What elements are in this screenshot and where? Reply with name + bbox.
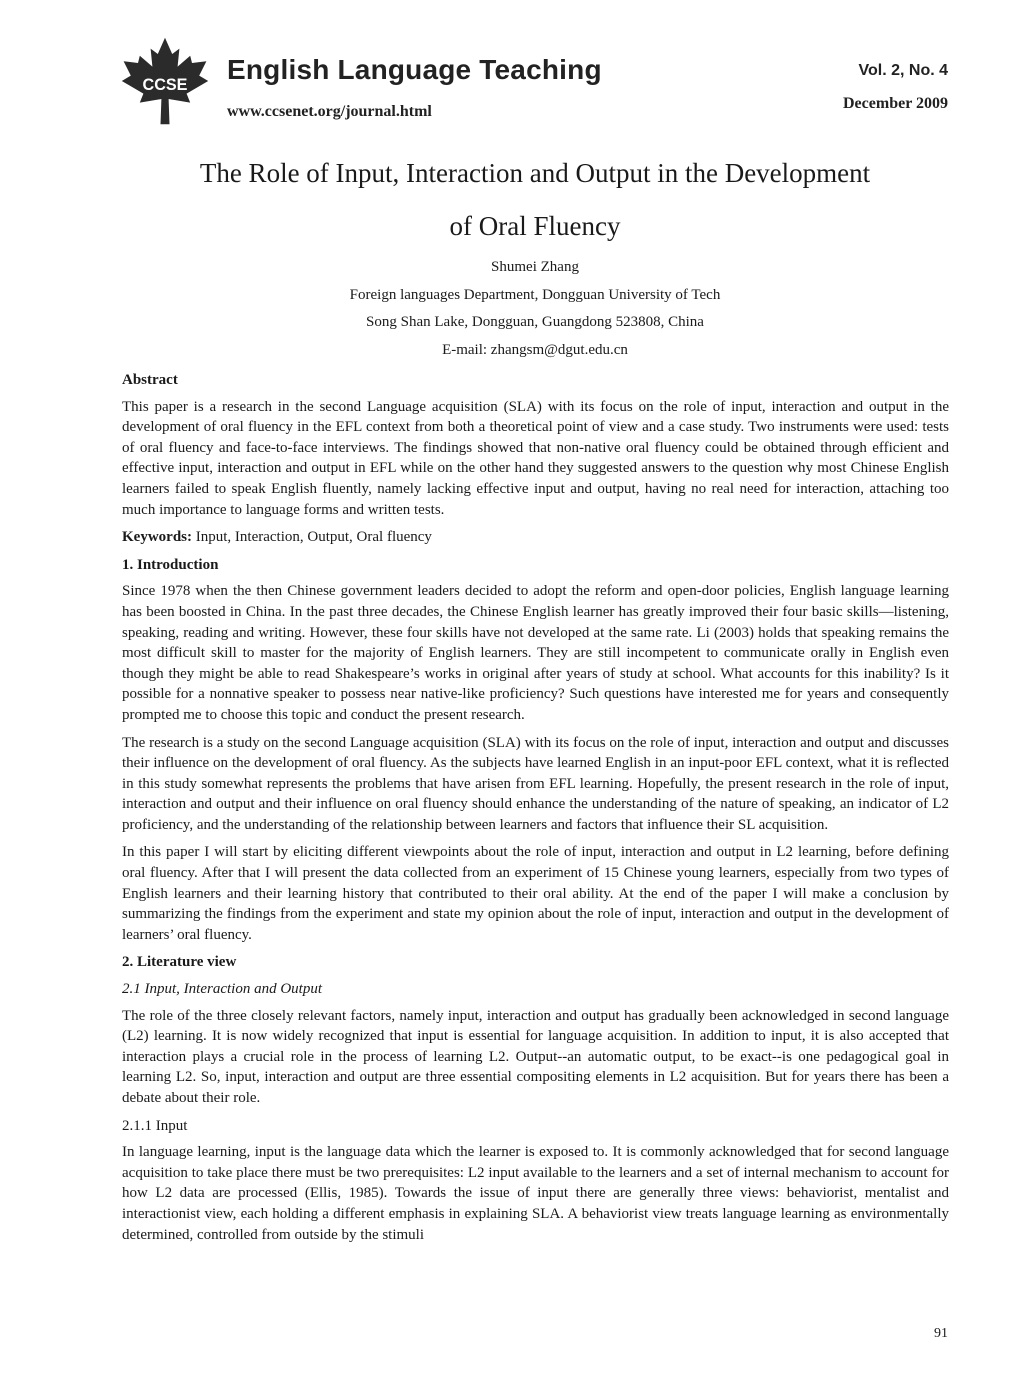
abstract-heading: Abstract: [122, 372, 178, 388]
subsubsection-heading: 2.1.1 Input: [122, 1117, 188, 1134]
journal-title: English Language Teaching: [227, 54, 602, 85]
article-body: [122, 370, 949, 1252]
article-title-line-2: of Oral Fluency: [449, 211, 621, 241]
author-name: Shumei Zhang: [491, 259, 579, 275]
paragraph: The research is a study on the second Language acquisition (SLA) with its focus on the role of input, interaction and output and discusses their influence on the development of oral fluency. As the subjects have learned English in an input-poor EFL context, what it is reflected in this study somewhat represents the problems that have arisen from EFL learning. Hopefully, the present research in the role of input, interaction and output and their influence on oral fluency should enhance the understanding of the nature of speaking, an indicator of L2 proficiency, and the understanding of the relationship between learners and factors that influence their SL acquisition.: [122, 734, 949, 833]
journal-volume: Vol. 2, No. 4: [858, 62, 948, 79]
keywords-label: Keywords:: [122, 529, 192, 546]
article-title-line-1: The Role of Input, Interaction and Output in the Development: [199, 158, 871, 188]
paragraph: The role of the three closely relevant factors, namely input, interaction and output has gradually been acknowledged in second language (L2) learning. It is now widely recognized that input is essential for language acquisition. In addition to input, it is also accepted that interaction plays a crucial role in the process of learning L2. Output--an automatic output, to be exact--is one pedagogical goal in learning L2. So, input, interaction and output are three essential compositing elements in L2 acquisition. But for years there has been a debate about their role.: [122, 1007, 949, 1106]
logo-text: CCSE: [142, 76, 188, 94]
author-address: Song Shan Lake, Dongguan, Guangdong 523808, China: [366, 314, 704, 330]
section-1-heading: 1. Introduction: [122, 556, 219, 573]
author-affiliation: Foreign languages Department, Dongguan University of Tech: [349, 287, 721, 303]
keywords-text: Input, Interaction, Output, Oral fluency: [192, 529, 432, 546]
abstract-text: This paper is a research in the second Language acquisition (SLA) with its focus on the role of input, interaction and output in the development of oral fluency in the EFL context from both a theoretical point of view and a case study. Two instruments were used: tests of oral fluency and face-to-face interviews. The findings showed that non-native oral fluency could be obtained through efficient and effective input, interaction and output in EFL while on the other hand they suggested answers to the question why most Chinese English learners failed to speak English fluently, namely lacking effective input and output, having no real need for interaction, attaching too much importance to language forms and written tests.: [122, 398, 949, 518]
paragraph: Since 1978 when the then Chinese government leaders decided to adopt the reform and open-door policies, English language learning has been boosted in China. In the past three decades, the Chinese English learner has greatly improved their four basic skills—listening, speaking, reading and writing. However, these four skills have not developed at the same rate. Li (2003) holds that speaking remains the most difficult skill to master for the majority of English learners. They are still incompetent to communicate orally in English even though they might be able to read Shakespeare’s works in original after years of study at school. What accounts for this inability? Is it possible for a nonnative speaker to possess near native-like proficiency? Such questions have interested me for years and consequently prompted me to choose this topic and conduct the present research.: [122, 583, 949, 723]
journal-date: December 2009: [843, 95, 948, 112]
subsection-heading: 2.1 Input, Interaction and Output: [122, 981, 322, 998]
journal-url[interactable]: www.ccsenet.org/journal.html: [227, 103, 432, 120]
paragraph: In this paper I will start by eliciting different viewpoints about the role of input, interaction and output in L2 learning, before defining oral fluency. After that I will present the data collected from an experiment of 15 Chinese young learners, especially from two types of English learners and their learning history that contributed to their oral ability. At the end of the paper I will make a conclusion by summarizing the findings from the experiment and state my opinion about the role of input, interaction and output in the development of learners’ oral fluency.: [122, 844, 949, 943]
maple-leaf-logo-icon: [120, 36, 210, 126]
section-2-heading: 2. Literature view: [122, 954, 237, 971]
page-number: 91: [934, 1326, 948, 1341]
author-email[interactable]: E-mail: zhangsm@dgut.edu.cn: [442, 342, 628, 358]
journal-header: [120, 0, 960, 150]
paragraph: In language learning, input is the language data which the learner is exposed to. It is commonly acknowledged that for second language acquisition to take place there must be two prerequisites: L2 input available to the learners and a set of internal mechanism to account for how L2 data are processed (Ellis, 1985). Towards the issue of input there are generally three views: behaviorist, mentalist and interactionist view, each holding a different emphasis in explaining SLA. A behaviorist view treats language learning as environmentally determined, controlled from outside by the stimuli: [122, 1144, 949, 1243]
keywords: [122, 527, 949, 548]
